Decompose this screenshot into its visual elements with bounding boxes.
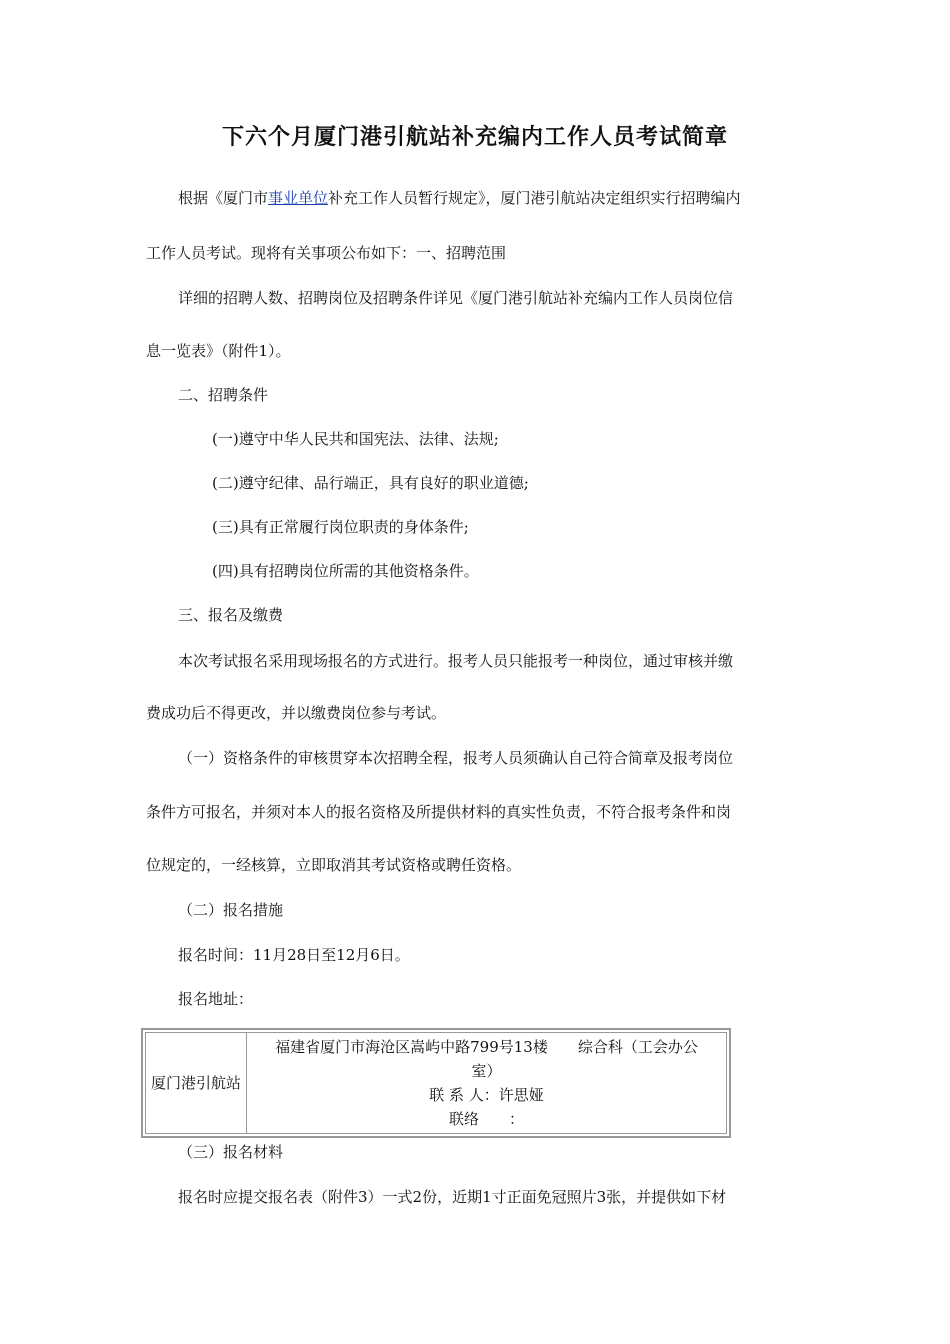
condition-item-2: (二)遵守纪律、品行端正，具有良好的职业道德;	[212, 474, 529, 492]
method-heading: （二）报名措施	[178, 901, 284, 919]
registration-para2-line2: 条件方可报名，并须对本人的报名资格及所提供材料的真实性负责，不符合报考条件和岗	[146, 803, 732, 821]
registration-para1-line1: 本次考试报名采用现场报名的方式进行。报考人员只能报考一种岗位，通过审核并缴	[178, 652, 734, 670]
registration-time: 报名时间：11月28日至12月6日。	[178, 946, 410, 964]
contact-person: 联 系 人：许思娅	[429, 1086, 544, 1104]
registration-para2-line1: （一）资格条件的审核贯穿本次招聘全程，报考人员须确认自己符合简章及报考岗位	[178, 749, 734, 767]
address-table-unit: 厦门港引航站	[146, 1033, 247, 1134]
intro-suffix: 补充工作人员暂行规定》，厦门港引航站决定组织实行招聘编内	[328, 189, 741, 207]
intro-line-1	[178, 188, 741, 208]
public-institution-link[interactable]: 事业单位	[268, 189, 329, 207]
registration-para1-line2: 费成功后不得更改，并以缴费岗位参与考试。	[146, 704, 447, 722]
condition-item-4: (四)具有招聘岗位所需的其他资格条件。	[212, 562, 479, 580]
address-line-2: 室）	[471, 1062, 502, 1080]
condition-item-3: (三)具有正常履行岗位职责的身体条件;	[212, 518, 469, 536]
registration-heading: 三、报名及缴费	[178, 606, 284, 624]
address-line-1: 福建省厦门市海沧区嵩屿中路799号13楼 综合科（工会办公	[275, 1038, 698, 1056]
scope-line-1: 详细的招聘人数、招聘岗位及招聘条件详见《厦门港引航站补充编内工作人员岗位信	[178, 289, 734, 307]
contact-phone: 联络 ：	[448, 1110, 524, 1128]
page-title: 下六个月厦门港引航站补充编内工作人员考试简章	[221, 125, 728, 150]
address-table-details	[247, 1033, 727, 1134]
intro-prefix: 根据《厦门市	[178, 189, 269, 207]
address-table	[141, 1028, 731, 1138]
registration-address-label: 报名地址：	[178, 990, 254, 1008]
scope-line-2: 息一览表》（附件1）。	[146, 342, 291, 360]
intro-line-2: 工作人员考试。现将有关事项公布如下：一、招聘范围	[146, 244, 507, 262]
condition-item-1: (一)遵守中华人民共和国宪法、法律、法规;	[212, 430, 499, 448]
materials-line-1: 报名时应提交报名表（附件3）一式2份，近期1寸正面免冠照片3张，并提供如下材	[178, 1188, 727, 1206]
conditions-heading: 二、招聘条件	[178, 386, 269, 404]
materials-heading: （三）报名材料	[178, 1143, 284, 1161]
registration-para2-line3: 位规定的，一经核算，立即取消其考试资格或聘任资格。	[146, 856, 522, 874]
